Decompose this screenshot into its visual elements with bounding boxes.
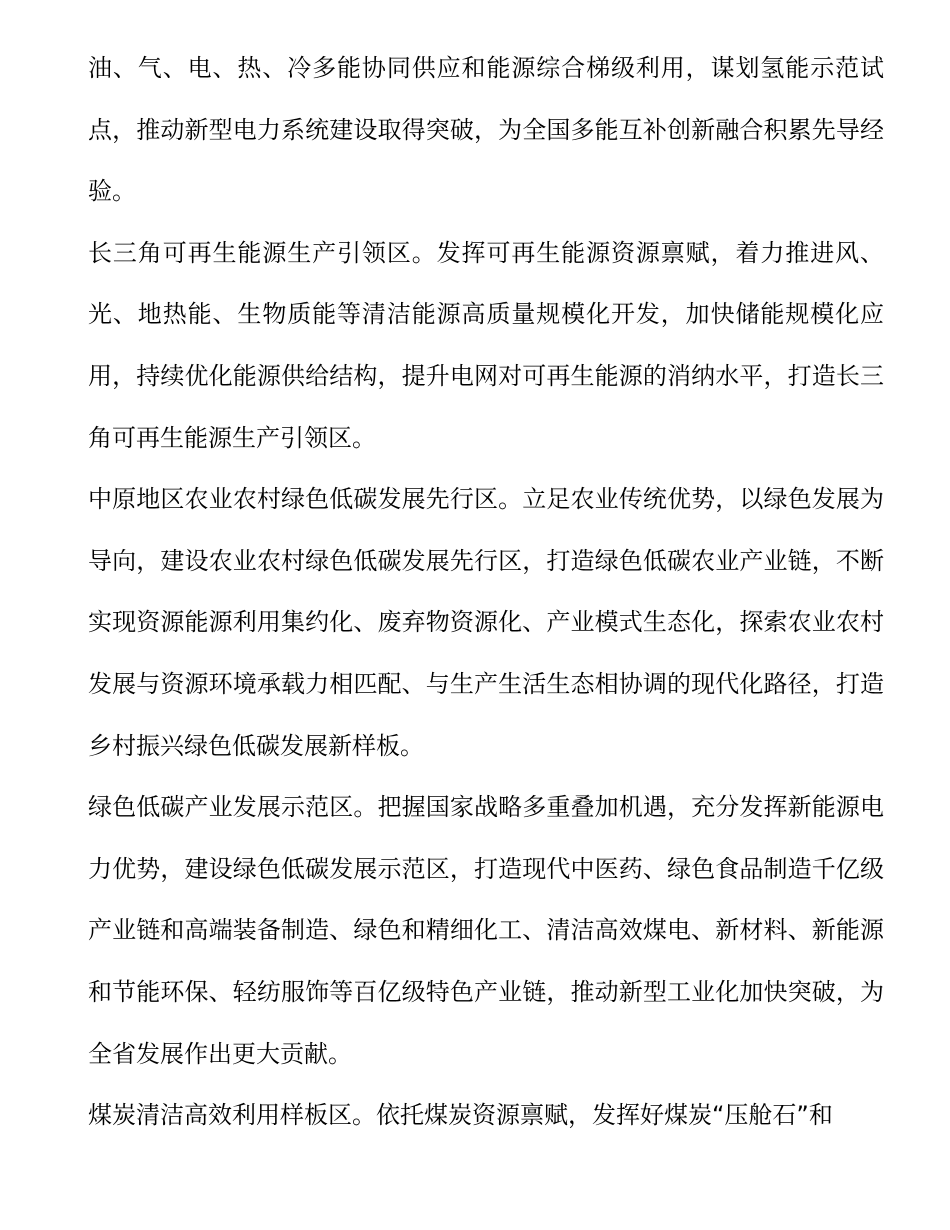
paragraph: 中原地区农业农村绿色低碳发展先行区。立足农业传统优势，以绿色发展为导向，建设农业农村绿色低碳发展先行区，打造绿色低碳农业产业链，不断实现资源能源利用集约化、废弃物资源化、产业模式生态化，探索农业农村发展与资源环境承载力相匹配、与生产生活生态相协调的现代化路径，打造乡村振兴绿色低碳发展新样板。	[88, 485, 884, 760]
paragraph: 绿色低碳产业发展示范区。把握国家战略多重叠加机遇，充分发挥新能源电力优势，建设绿色低碳发展示范区，打造现代中医药、绿色食品制造千亿级产业链和高端装备制造、绿色和精细化工、清洁高效煤电、新材料、新能源和节能环保、轻纺服饰等百亿级特色产业链，推动新型工业化加快突破，为全省发展作出更大贡献。	[88, 793, 884, 1068]
paragraph: 煤炭清洁高效利用样板区。依托煤炭资源禀赋，发挥好煤炭“压舱石”和	[88, 1101, 833, 1130]
document-body	[88, 38, 884, 1147]
paragraph: 油、气、电、热、冷多能协同供应和能源综合梯级利用，谋划氢能示范试点，推动新型电力系统建设取得突破，为全国多能互补创新融合积累先导经验。	[88, 54, 884, 206]
paragraph: 长三角可再生能源生产引领区。发挥可再生能源资源禀赋，着力推进风、光、地热能、生物质能等清洁能源高质量规模化开发，加快储能规模化应用，持续优化能源供给结构，提升电网对可再生能源的消纳水平，打造长三角可再生能源生产引领区。	[88, 238, 884, 452]
